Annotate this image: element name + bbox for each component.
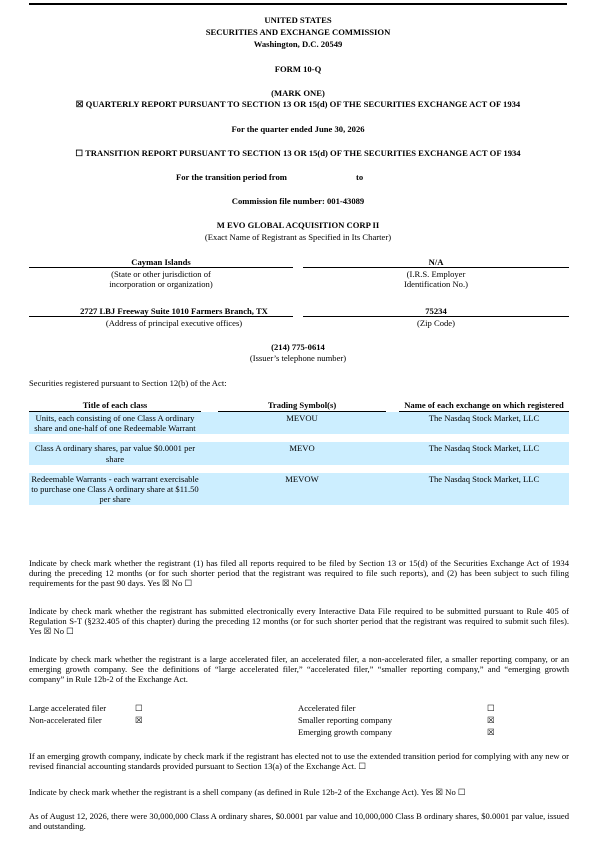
col-exchange-name: Name of each exchange on which registered bbox=[399, 400, 569, 412]
row-title: Class A ordinary shares, par value $0.0001 per share bbox=[29, 442, 201, 464]
address-caption: (Address of principal executive offices) bbox=[105, 318, 243, 328]
header-line-1: UNITED STATES bbox=[264, 15, 332, 25]
row-title: Redeemable Warrants - each warrant exercisable to purchase one Class A ordinary share at $11.50 per share bbox=[29, 473, 201, 505]
accelerated-filer-checkbox[interactable]: ☐ bbox=[487, 703, 495, 713]
table-row bbox=[29, 473, 569, 505]
table-row bbox=[29, 442, 569, 464]
row-symbol: MEVOW bbox=[218, 473, 386, 505]
emerging-growth-company-checkbox[interactable]: ☒ bbox=[487, 727, 495, 737]
col-title-of-class: Title of each class bbox=[29, 400, 201, 412]
mark-one: (MARK ONE) bbox=[271, 88, 325, 98]
header-line-2: SECURITIES AND EXCHANGE COMMISSION bbox=[205, 27, 391, 37]
zip-code: 75234 bbox=[425, 306, 447, 316]
smaller-reporting-company-label: Smaller reporting company bbox=[298, 715, 393, 725]
non-accelerated-filer-label: Non-accelerated filer bbox=[29, 715, 102, 725]
state-caption bbox=[29, 269, 293, 289]
zip-underline bbox=[303, 316, 569, 317]
row-symbol: MEVOU bbox=[218, 412, 386, 435]
top-rule bbox=[29, 3, 567, 5]
smaller-reporting-company-checkbox[interactable]: ☒ bbox=[487, 715, 495, 725]
emerging-growth-company-label: Emerging growth company bbox=[298, 727, 392, 737]
state-of-incorporation: Cayman Islands bbox=[131, 257, 191, 267]
paragraph-reports-filed: Indicate by check mark whether the registrant (1) has filed all reports required to be filed by Section 13 or 15(d) of the Securities Exchange Act of 1934 during the preceding 12 months (or for such shorter period that the registrant was required to file such reports), and (2) has been subject to such filing requirements for the past 90 days. Yes ☒ No ☐ bbox=[29, 558, 569, 589]
paragraph-shares-outstanding: As of August 12, 2026, there were 30,000,000 Class A ordinary shares, $0.0001 par value and 10,000,000 Class B ordinary shares, $0.0001 par value, issued and outstanding. bbox=[29, 811, 569, 832]
telephone-caption: (Issuer’s telephone number) bbox=[249, 353, 347, 363]
row-title: Units, each consisting of one Class A ordinary share and one-half of one Redeemable Warrant bbox=[29, 412, 201, 435]
irs-employer-id: N/A bbox=[428, 257, 444, 267]
securities-table-header bbox=[29, 400, 569, 412]
irs-caption bbox=[303, 269, 569, 289]
address-underline bbox=[29, 316, 293, 317]
large-accelerated-filer-label: Large accelerated filer bbox=[29, 703, 107, 713]
form-title: FORM 10-Q bbox=[274, 64, 322, 74]
col-trading-symbol: Trading Symbol(s) bbox=[218, 400, 386, 412]
non-accelerated-filer-checkbox[interactable]: ☒ bbox=[135, 715, 143, 725]
paragraph-shell-company: Indicate by check mark whether the registrant is a shell company (as defined in Rule 12b-2 of the Exchange Act). Yes ☒ No ☐ bbox=[29, 787, 466, 797]
large-accelerated-filer-checkbox[interactable]: ☐ bbox=[135, 703, 143, 713]
header-line-3: Washington, D.C. 20549 bbox=[253, 39, 343, 49]
quarterly-report-line: ☒ QUARTERLY REPORT PURSUANT TO SECTION 13 OR 15(d) OF THE SECURITIES EXCHANGE ACT OF 1934 bbox=[75, 99, 521, 109]
paragraph-emerging-growth: If an emerging growth company, indicate by check mark if the registrant has elected not to use the extended transition period for complying with any new or revised financial accounting standards provided pursuant to Section 13(a) of the Exchange Act. ☐ bbox=[29, 751, 569, 772]
state-caption-line-2: incorporation or organization) bbox=[109, 279, 213, 290]
paragraph-filer-status: Indicate by check mark whether the registrant is a large accelerated filer, an accelerated filer, a non-accelerated filer, a smaller reporting company, or an emerging growth company. See the definitions of “large accelerated filer,” “accelerated filer,” “smaller reporting company,” and “emerging growth company” in Rule 12b-2 of the Exchange Act. bbox=[29, 654, 569, 685]
irs-caption-line-1: (I.R.S. Employer bbox=[406, 269, 466, 279]
accelerated-filer-label: Accelerated filer bbox=[298, 703, 356, 713]
securities-intro: Securities registered pursuant to Section 12(b) of the Act: bbox=[29, 378, 227, 388]
transition-to-label: to bbox=[356, 172, 364, 182]
commission-file-number: Commission file number: 001-43089 bbox=[231, 196, 365, 206]
principal-office-address: 2727 LBJ Freeway Suite 1010 Farmers Branch, TX bbox=[80, 306, 268, 316]
irs-underline bbox=[303, 267, 569, 268]
zip-caption: (Zip Code) bbox=[417, 318, 455, 328]
telephone-number: (214) 775-0614 bbox=[271, 342, 325, 352]
row-exchange: The Nasdaq Stock Market, LLC bbox=[399, 473, 569, 505]
irs-caption-line-2: Identification No.) bbox=[404, 279, 468, 290]
transition-report-line: ☐ TRANSITION REPORT PURSUANT TO SECTION 13 OR 15(d) OF THE SECURITIES EXCHANGE ACT OF 1934 bbox=[75, 148, 521, 158]
transition-from-label: For the transition period from bbox=[176, 172, 287, 182]
row-exchange: The Nasdaq Stock Market, LLC bbox=[399, 412, 569, 435]
state-caption-line-1: (State or other jurisdiction of bbox=[111, 269, 211, 279]
table-row bbox=[29, 412, 569, 435]
state-underline bbox=[29, 267, 293, 268]
row-exchange: The Nasdaq Stock Market, LLC bbox=[399, 442, 569, 464]
securities-table bbox=[29, 400, 569, 505]
registrant-caption: (Exact Name of Registrant as Specified in Its Charter) bbox=[204, 232, 392, 242]
quarter-ended: For the quarter ended June 30, 2026 bbox=[231, 124, 365, 134]
paragraph-interactive-data: Indicate by check mark whether the registrant has submitted electronically every Interactive Data File required to be submitted pursuant to Rule 405 of Regulation S-T (§232.405 of this chapter) during the preceding 12 months (or for such shorter period that the registrant was required to submit such files). Yes ☒ No ☐ bbox=[29, 606, 569, 637]
registrant-name: M EVO GLOBAL ACQUISITION CORP II bbox=[216, 220, 380, 230]
row-symbol: MEVO bbox=[218, 442, 386, 464]
